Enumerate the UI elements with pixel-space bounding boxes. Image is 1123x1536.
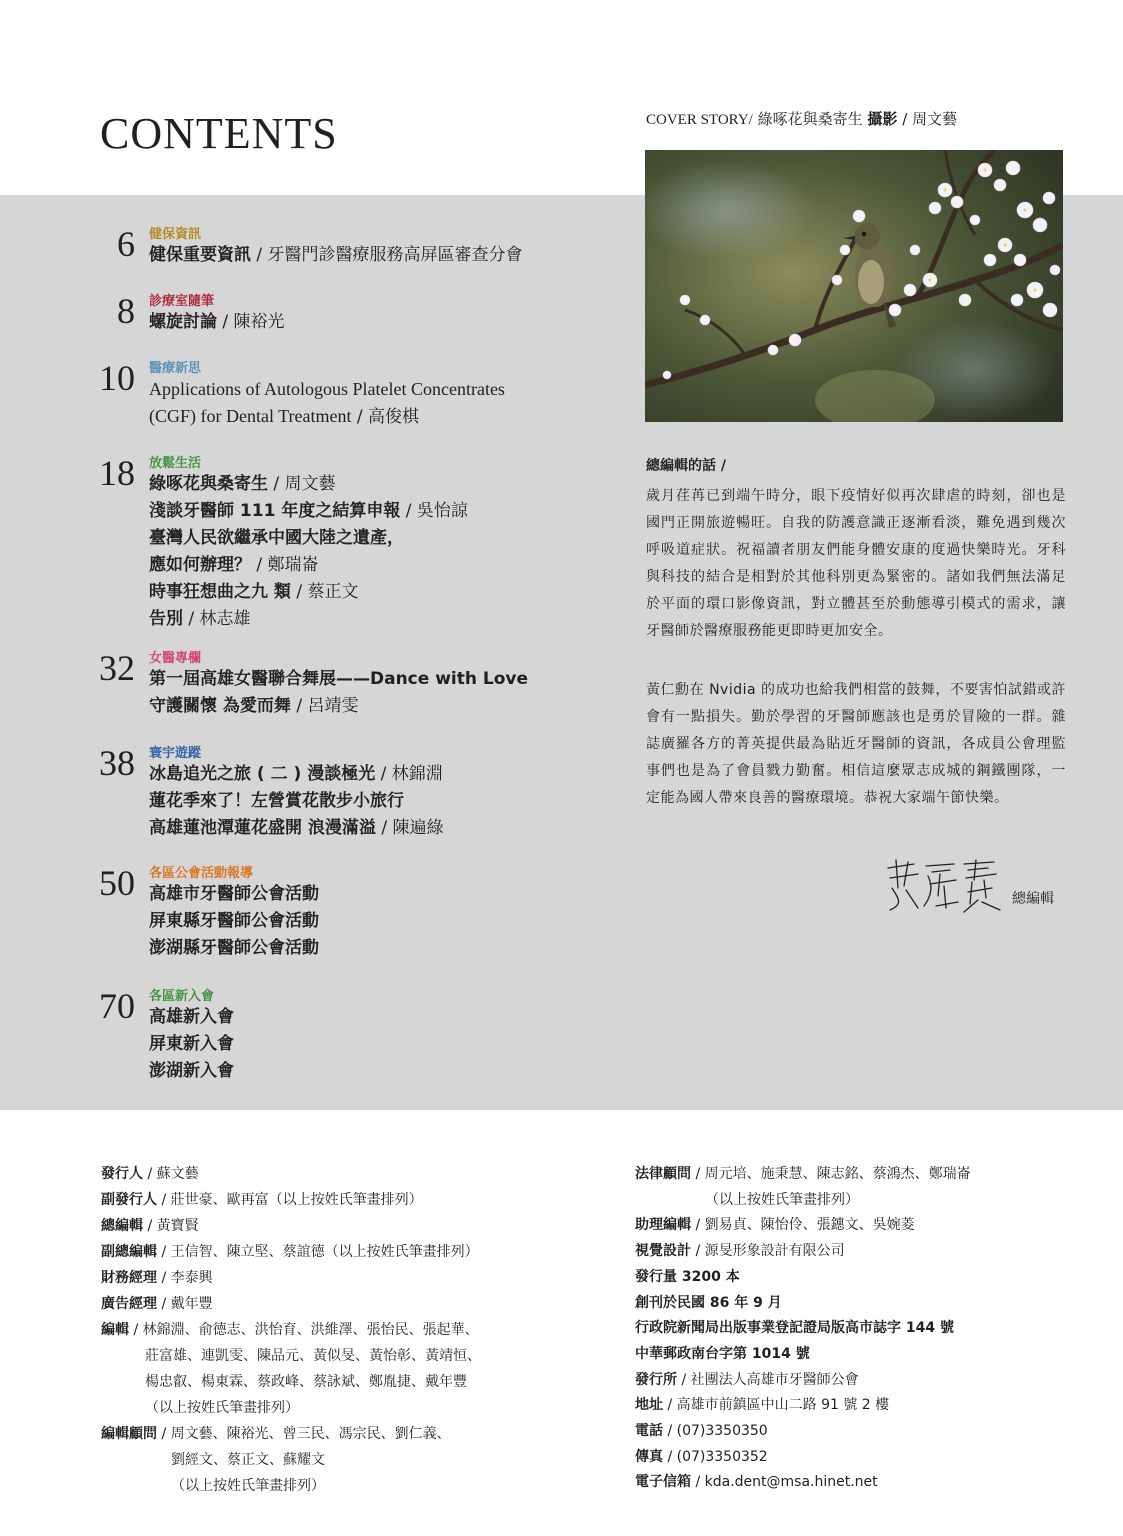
- toc-entry-author: 蔡正文: [307, 582, 359, 602]
- credit-line: 總編輯 / 黃寶賢: [101, 1218, 199, 1234]
- cover-story-label: COVER STORY/: [646, 112, 753, 128]
- credit-line: 副發行人 / 莊世豪、歐再富（以上按姓氏筆畫排列）: [101, 1192, 423, 1208]
- toc-entry[interactable]: 冰島追光之旅 ( 二 ) 漫談極光 / 林錦淵: [149, 764, 443, 784]
- toc-entry[interactable]: 健保重要資訊 / 牙醫門診醫療服務高屏區審查分會: [149, 245, 523, 265]
- toc-entry[interactable]: [149, 1031, 234, 1058]
- toc-entry[interactable]: [149, 881, 319, 908]
- toc-entry[interactable]: [149, 908, 319, 935]
- toc-entry-title: 時事狂想曲之九 類: [149, 582, 291, 602]
- credit-value: 劉易貞、陳怡伶、張鏸文、吳婉菱: [704, 1217, 915, 1234]
- toc-entry-title: 澎湖縣牙醫師公會活動: [149, 938, 319, 958]
- cover-photo-bird-blossom: [645, 150, 1063, 422]
- credit-line: 地址 / 高雄市前鎮區中山二路 91 號 2 樓: [635, 1397, 890, 1414]
- toc-entry-author: 高俊棋: [368, 407, 420, 427]
- toc-entry[interactable]: 時事狂想曲之九 類 / 蔡正文: [149, 582, 359, 602]
- credit-label: 發行人: [101, 1166, 143, 1182]
- toc-entry[interactable]: [149, 1004, 234, 1031]
- credit-label: 視覺設計: [635, 1243, 691, 1260]
- credit-label: 發行所: [635, 1371, 677, 1388]
- toc-entry-author: 呂靖雯: [307, 696, 359, 716]
- toc-entry[interactable]: [149, 788, 404, 815]
- credit-value: 王信智、陳立堅、蔡誼德（以上按姓氏筆畫排列）: [170, 1244, 479, 1260]
- credit-line: [635, 1315, 954, 1341]
- credit-value: 周元培、施秉慧、陳志銘、蔡鴻杰、鄭瑞崙: [704, 1166, 971, 1182]
- credit-value: 高雄市前鎮區中山二路 91 號 2 樓: [676, 1397, 890, 1414]
- credit-value: (07)3350350: [676, 1423, 768, 1439]
- photo-label: 攝影: [867, 110, 898, 128]
- toc-entry[interactable]: 守護關懷 為愛而舞 / 呂靖雯: [149, 696, 359, 716]
- toc-entry-title: Applications of Autologous Platelet Concentrates: [149, 379, 505, 399]
- toc-section-label: 醫療新思: [149, 361, 202, 376]
- credit-value: 源旻形象設計有限公司: [704, 1243, 845, 1260]
- credit-line: 電話 / (07)3350350: [635, 1423, 768, 1439]
- toc-entry[interactable]: [149, 666, 528, 693]
- credit-line: （以上按姓氏筆畫排列）: [705, 1191, 859, 1208]
- credit-label: 助理編輯: [635, 1217, 691, 1234]
- credit-value: 李泰興: [170, 1270, 213, 1286]
- toc-entry[interactable]: 螺旋討論 / 陳裕光: [149, 312, 285, 332]
- editor-signature: [884, 858, 1004, 914]
- toc-entry-title: 高雄蓮池潭蓮花盛開 浪漫滿溢: [149, 818, 376, 838]
- credit-line: （以上按姓氏筆畫排列）: [171, 1478, 325, 1494]
- toc-entry[interactable]: [149, 1058, 234, 1085]
- toc-entry[interactable]: [149, 376, 505, 404]
- toc-entry-title: 守護關懷 為愛而舞: [149, 696, 291, 716]
- credit-label: 傳真: [635, 1448, 663, 1465]
- toc-entry-title: (CGF) for Dental Treatment: [149, 406, 352, 426]
- editor-role: 總編輯: [1012, 891, 1054, 907]
- credit-value: 黃寶賢: [156, 1218, 199, 1234]
- toc-entry-title: 蓮花季來了！左營賞花散步小旅行: [149, 791, 404, 811]
- credit-statement: 中華郵政南台字第 1014 號: [635, 1345, 810, 1362]
- toc-section-label: 女醫專欄: [149, 651, 202, 666]
- credit-value: 戴年豐: [170, 1296, 213, 1312]
- toc-entry-title: 臺灣人民欲繼承中國大陸之遺產，: [149, 528, 404, 548]
- credit-line: 發行人 / 蘇文藝: [101, 1166, 199, 1182]
- toc-entry-author: 林志雄: [199, 609, 251, 629]
- editorial-paragraph-1: 歲月荏苒已到端午時分，眼下疫情好似再次肆虐的時刻，卻也是國門正開旅遊暢旺。自我的防護意識正逐漸看淡，難免遇到幾次呼吸道症狀。祝福讀者朋友們能身體安康的度過快樂時光。牙科與科技的結合是相對於其他科別更為緊密的。諸如我們無法滿足於平面的環口影像資訊，對立體甚至於動態導引模式的需求，讓牙醫師於醫療服務能更即時更加安全。: [646, 488, 1066, 639]
- credit-label: 電話: [635, 1423, 663, 1439]
- toc-page-number: 10: [99, 358, 135, 398]
- editorial-heading: 總編輯的話 /: [646, 458, 726, 474]
- toc-section-label: 各區公會活動報導: [149, 866, 254, 881]
- credit-line: 財務經理 / 李泰興: [101, 1270, 213, 1286]
- toc-page-number: 8: [117, 291, 135, 331]
- toc-entry-title: 屏東縣牙醫師公會活動: [149, 911, 319, 931]
- cover-story-caption: COVER STORY/ 綠啄花與桑寄生 攝影 / 周文藝: [646, 110, 958, 128]
- credit-line: 編輯 / 林錦淵、俞德志、洪怡育、洪維澤、張怡民、張起華、: [101, 1322, 479, 1338]
- toc-entry-title: 第一屆高雄女醫聯合舞展——Dance with Love: [149, 669, 529, 689]
- credit-line: 劉經文、蔡正文、蘇耀文: [171, 1452, 325, 1468]
- credit-line: 傳真 / (07)3350352: [635, 1448, 768, 1465]
- credit-line: [635, 1264, 740, 1290]
- signature-image: [884, 858, 1004, 914]
- editorial-paragraph-2: 黃仁勳在 Nvidia 的成功也給我們相當的鼓舞，不要害怕試錯或許會有一點損失。勤於學習的牙醫師應該也是勇於冒險的一群。雜誌廣羅各方的菁英提供最為貼近牙醫師的資訊，各成員公會理監事們也是為了會員戮力勤奮。相信這麼眾志成城的鋼鐵團隊，一定能為國人帶來良善的醫療環境。恭祝大家端午節快樂。: [646, 682, 1066, 806]
- credit-line: 廣告經理 / 戴年豐: [101, 1296, 213, 1312]
- credit-line: （以上按姓氏筆畫排列）: [145, 1400, 299, 1416]
- toc-entry[interactable]: 綠啄花與桑寄生 / 周文藝: [149, 474, 336, 494]
- credit-line: 法律顧問 / 周元培、施秉慧、陳志銘、蔡鴻杰、鄭瑞崙: [635, 1166, 971, 1182]
- credit-line: 副總編輯 / 王信智、陳立堅、蔡誼德（以上按姓氏筆畫排列）: [101, 1244, 479, 1260]
- toc-page-number: 38: [99, 743, 135, 783]
- credit-label: 廣告經理: [101, 1296, 157, 1312]
- toc-entry-title: 健保重要資訊: [149, 245, 251, 265]
- credit-label: 副總編輯: [101, 1244, 157, 1260]
- toc-page-number: 18: [99, 453, 135, 493]
- credit-value: 周文藝、陳裕光、曾三民、馮宗民、劉仁義、: [170, 1426, 451, 1442]
- toc-entry-author: 林錦淵: [391, 764, 443, 784]
- photographer: 周文藝: [912, 110, 958, 128]
- toc-page-number: 50: [99, 863, 135, 903]
- credit-value[interactable]: kda.dent@msa.hinet.net: [704, 1474, 878, 1491]
- credit-value: 社團法人高雄市牙醫師公會: [690, 1371, 859, 1388]
- toc-page-number: 32: [99, 648, 135, 688]
- toc-entry[interactable]: 淺談牙醫師 111 年度之結算申報 / 吳怡諒: [149, 501, 468, 521]
- toc-section-label: 診療室隨筆: [149, 294, 215, 309]
- toc-section-label: 各區新入會: [149, 989, 215, 1004]
- credit-label: 總編輯: [101, 1218, 143, 1234]
- credit-line: [635, 1341, 810, 1367]
- toc-entry-title: 高雄市牙醫師公會活動: [149, 884, 319, 904]
- toc-page-number: 70: [99, 986, 135, 1026]
- toc-entry[interactable]: (CGF) for Dental Treatment / 高俊棋: [149, 406, 420, 427]
- credit-label: 編輯顧問: [101, 1426, 157, 1442]
- toc-entry-title: 屏東新入會: [149, 1034, 234, 1054]
- toc-entry[interactable]: 高雄蓮池潭蓮花盛開 浪漫滿溢 / 陳遍綠: [149, 818, 444, 838]
- toc-entry[interactable]: 應如何辦理？ / 鄭瑞崙: [149, 555, 319, 575]
- toc-section-label: 寰宇遊蹤: [149, 746, 202, 761]
- toc-section-label: 健保資訊: [149, 227, 202, 242]
- toc-entry-author: 陳裕光: [233, 312, 285, 332]
- toc-entry-title: 綠啄花與桑寄生: [149, 474, 268, 494]
- credit-label: 電子信箱: [635, 1474, 691, 1491]
- toc-page-number: 6: [117, 224, 135, 264]
- toc-section-label: 放鬆生活: [149, 456, 202, 471]
- toc-entry-title: 高雄新入會: [149, 1007, 234, 1027]
- toc-entry[interactable]: [149, 935, 319, 962]
- toc-entry-title: 應如何辦理？: [149, 555, 251, 575]
- toc-entry-title: 螺旋討論: [149, 312, 217, 332]
- credit-line: [635, 1290, 782, 1316]
- credit-statement: 創刊於民國 86 年 9 月: [635, 1294, 782, 1311]
- credit-label: 地址: [635, 1397, 663, 1414]
- toc-entry-title: 澎湖新入會: [149, 1061, 234, 1081]
- toc-entry-author: 周文藝: [284, 474, 336, 494]
- toc-entry-title: 告別: [149, 609, 183, 629]
- credit-label: 財務經理: [101, 1270, 157, 1286]
- cover-photo: [645, 150, 1063, 422]
- toc-entry[interactable]: [149, 525, 404, 552]
- credit-line: 助理編輯 / 劉易貞、陳怡伶、張鏸文、吳婉菱: [635, 1217, 915, 1234]
- credit-label: 副發行人: [101, 1192, 157, 1208]
- credit-label: 法律顧問: [635, 1166, 691, 1182]
- credit-value: 林錦淵、俞德志、洪怡育、洪維澤、張怡民、張起華、: [142, 1322, 479, 1338]
- credit-line: 編輯顧問 / 周文藝、陳裕光、曾三民、馮宗民、劉仁義、: [101, 1426, 451, 1442]
- toc-entry-author: 陳遍綠: [392, 818, 444, 838]
- credit-line: 視覺設計 / 源旻形象設計有限公司: [635, 1243, 845, 1260]
- credit-statement: 發行量 3200 本: [635, 1268, 740, 1285]
- credit-line: 發行所 / 社團法人高雄市牙醫師公會: [635, 1371, 859, 1388]
- credit-value: (07)3350352: [676, 1448, 768, 1465]
- toc-entry-author: 牙醫門診醫療服務高屏區審查分會: [267, 245, 523, 265]
- toc-entry[interactable]: 告別 / 林志雄: [149, 609, 251, 629]
- credit-value: 蘇文藝: [156, 1166, 199, 1182]
- page-title: CONTENTS: [100, 109, 338, 158]
- credit-statement: 行政院新聞局出版事業登記證局版高市誌字 144 號: [635, 1320, 954, 1337]
- credit-label: 編輯: [101, 1322, 129, 1338]
- credit-line: 莊富雄、連凱雯、陳品元、黃似旻、黃怡彰、黃靖恒、: [145, 1348, 481, 1364]
- toc-entry-title: 冰島追光之旅 ( 二 ) 漫談極光: [149, 764, 376, 784]
- toc-entry-title: 淺談牙醫師 111 年度之結算申報: [149, 501, 401, 521]
- toc-entry-author: 吳怡諒: [416, 501, 468, 521]
- credit-line: 電子信箱 / kda.dent@msa.hinet.net: [635, 1474, 878, 1491]
- credit-line: 楊忠叡、楊東霖、蔡政峰、蔡詠斌、鄭胤捷、戴年豐: [145, 1374, 467, 1390]
- toc-entry-author: 鄭瑞崙: [267, 555, 319, 575]
- credit-value: 莊世豪、歐再富（以上按姓氏筆畫排列）: [170, 1192, 423, 1208]
- cover-story-title: 綠啄花與桑寄生: [757, 110, 863, 128]
